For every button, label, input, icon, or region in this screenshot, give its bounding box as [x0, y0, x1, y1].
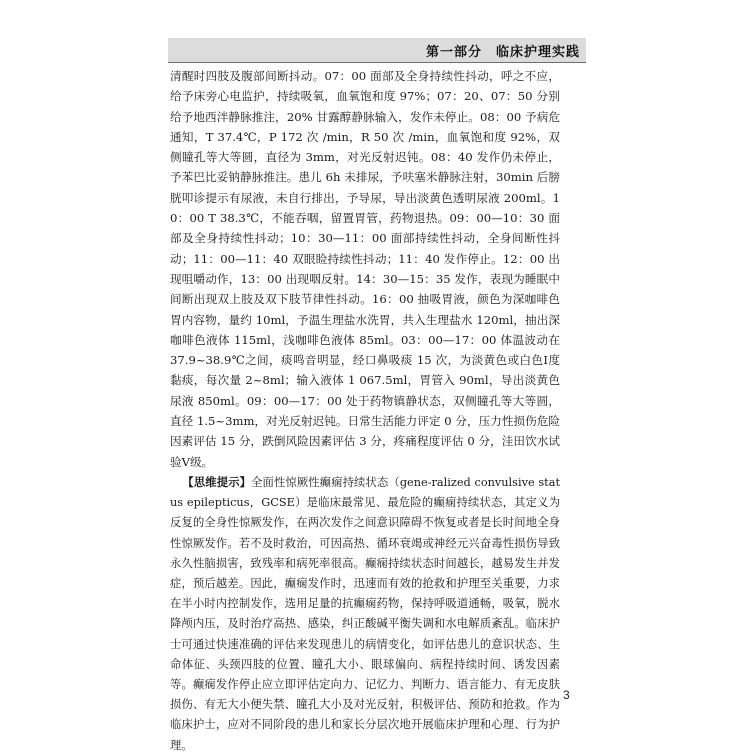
- header-rule: [168, 62, 586, 63]
- section-header-title: 第一部分 临床护理实践: [425, 45, 580, 60]
- thinking-note-text: 全面性惊厥性癫痫持续状态（gene-ralized convulsive status epilepticus，GCSE）是临床最常见、最危险的癫痫持续状态，其定义为反复的全身性惊厥发作，在两次发作之间意识障碍不恢复或者是长时间地全身性惊厥发作。若不及时救治，可因高热、循环衰竭或神经元兴奋毒性损伤导致永久性脑损害，致残率和病死率很高。癫痫持续状态时间越长，越易发生并发症，预后越差。因此，癫痫发作时，迅速而有效的抢救和护理至关重要，力求在半小时内控制发作，选用足量的抗癫痫药物，保持呼吸道通畅，吸氧，脱水降颅内压，及时治疗高热、感染，纠正酸碱平衡失调和水电解质紊乱。临床护士可通过快速准确的评估来发现患儿的病情变化，如评估患儿的意识状态、生命体征、头颈四肢的位置、瞳孔大小、眼球偏向、病程持续时间、诱发因素等。癫痫发作停止应立即评估定向力、记忆力、判断力、语言能力、有无皮肤损伤、有无大小便失禁、瞳孔大小及对光反射，积极评估、预防和抢救。作为临床护士，应对不同阶段的患儿和家长分层次地开展临床护理和心理、行为护理。: [170, 475, 560, 752]
- case-paragraph: 清醒时四肢及腹部间断抖动。07：00 面部及全身持续性抖动，呼之不应，给予床旁心电监护，持续吸氧，血氧饱和度 97%；07：20、07：50 分别给予地西泮静脉推注，20% 甘露醇静脉输入，发作未停止。08：00 予病危通知，T 37.4℃，P 172 次 /min，R 50 次 /min，血氧饱和度 92%，双侧瞳孔等大等圆，直径为 3mm，对光反射迟钝。08：40 发作仍未停止，予苯巴比妥钠静脉推注。患儿 6h 未排尿，予呋塞米静脉注射，30min 后膀胱叩诊提示有尿液，未自行排出，予导尿，导出淡黄色透明尿液 200ml。10：00 T 38.3℃，不能吞咽，留置胃管，药物退热。09：00—10：30 面部及全身持续性抖动；10：30—11：00 面部持续性抖动，全身间断性抖动；11：00—11：40 双眼睑持续性抖动；11：40 发作停止。12：00 出现咀嚼动作，13：00 出现咽反射。14：30—15：35 发作，表现为睡眠中间断出现双上肢及双下肢节律性抖动。16：00 抽吸胃液，颜色为深咖啡色胃内容物，量约 10ml，予温生理盐水洗胃，共入生理盐水 120ml，抽出深咖啡色液体 115ml，浅咖啡色液体 85ml。03：00—17：00 体温波动在 37.9~38.9℃之间，痰鸣音明显，经口鼻吸痰 15 次，为淡黄色或白色Ⅰ度黏痰，每次量 2~8ml；输入液体 1 067.5ml，胃管入 90ml，导出淡黄色尿液 850ml。09：00—17：00 处于药物镇静状态，双侧瞳孔等大等圆，直径 1.5~3mm，对光反射迟钝。日常生活能力评定 0 分，压力性损伤危险因素评估 15 分，跌倒风险因素评估 3 分，疼痛程度评估 0 分，洼田饮水试验Ⅴ级。: [170, 69, 560, 469]
- body-text: [170, 66, 560, 756]
- thinking-note-paragraph: [170, 472, 560, 756]
- thinking-note-label: 【思维提示】: [182, 474, 252, 489]
- page-number: 3: [563, 688, 570, 702]
